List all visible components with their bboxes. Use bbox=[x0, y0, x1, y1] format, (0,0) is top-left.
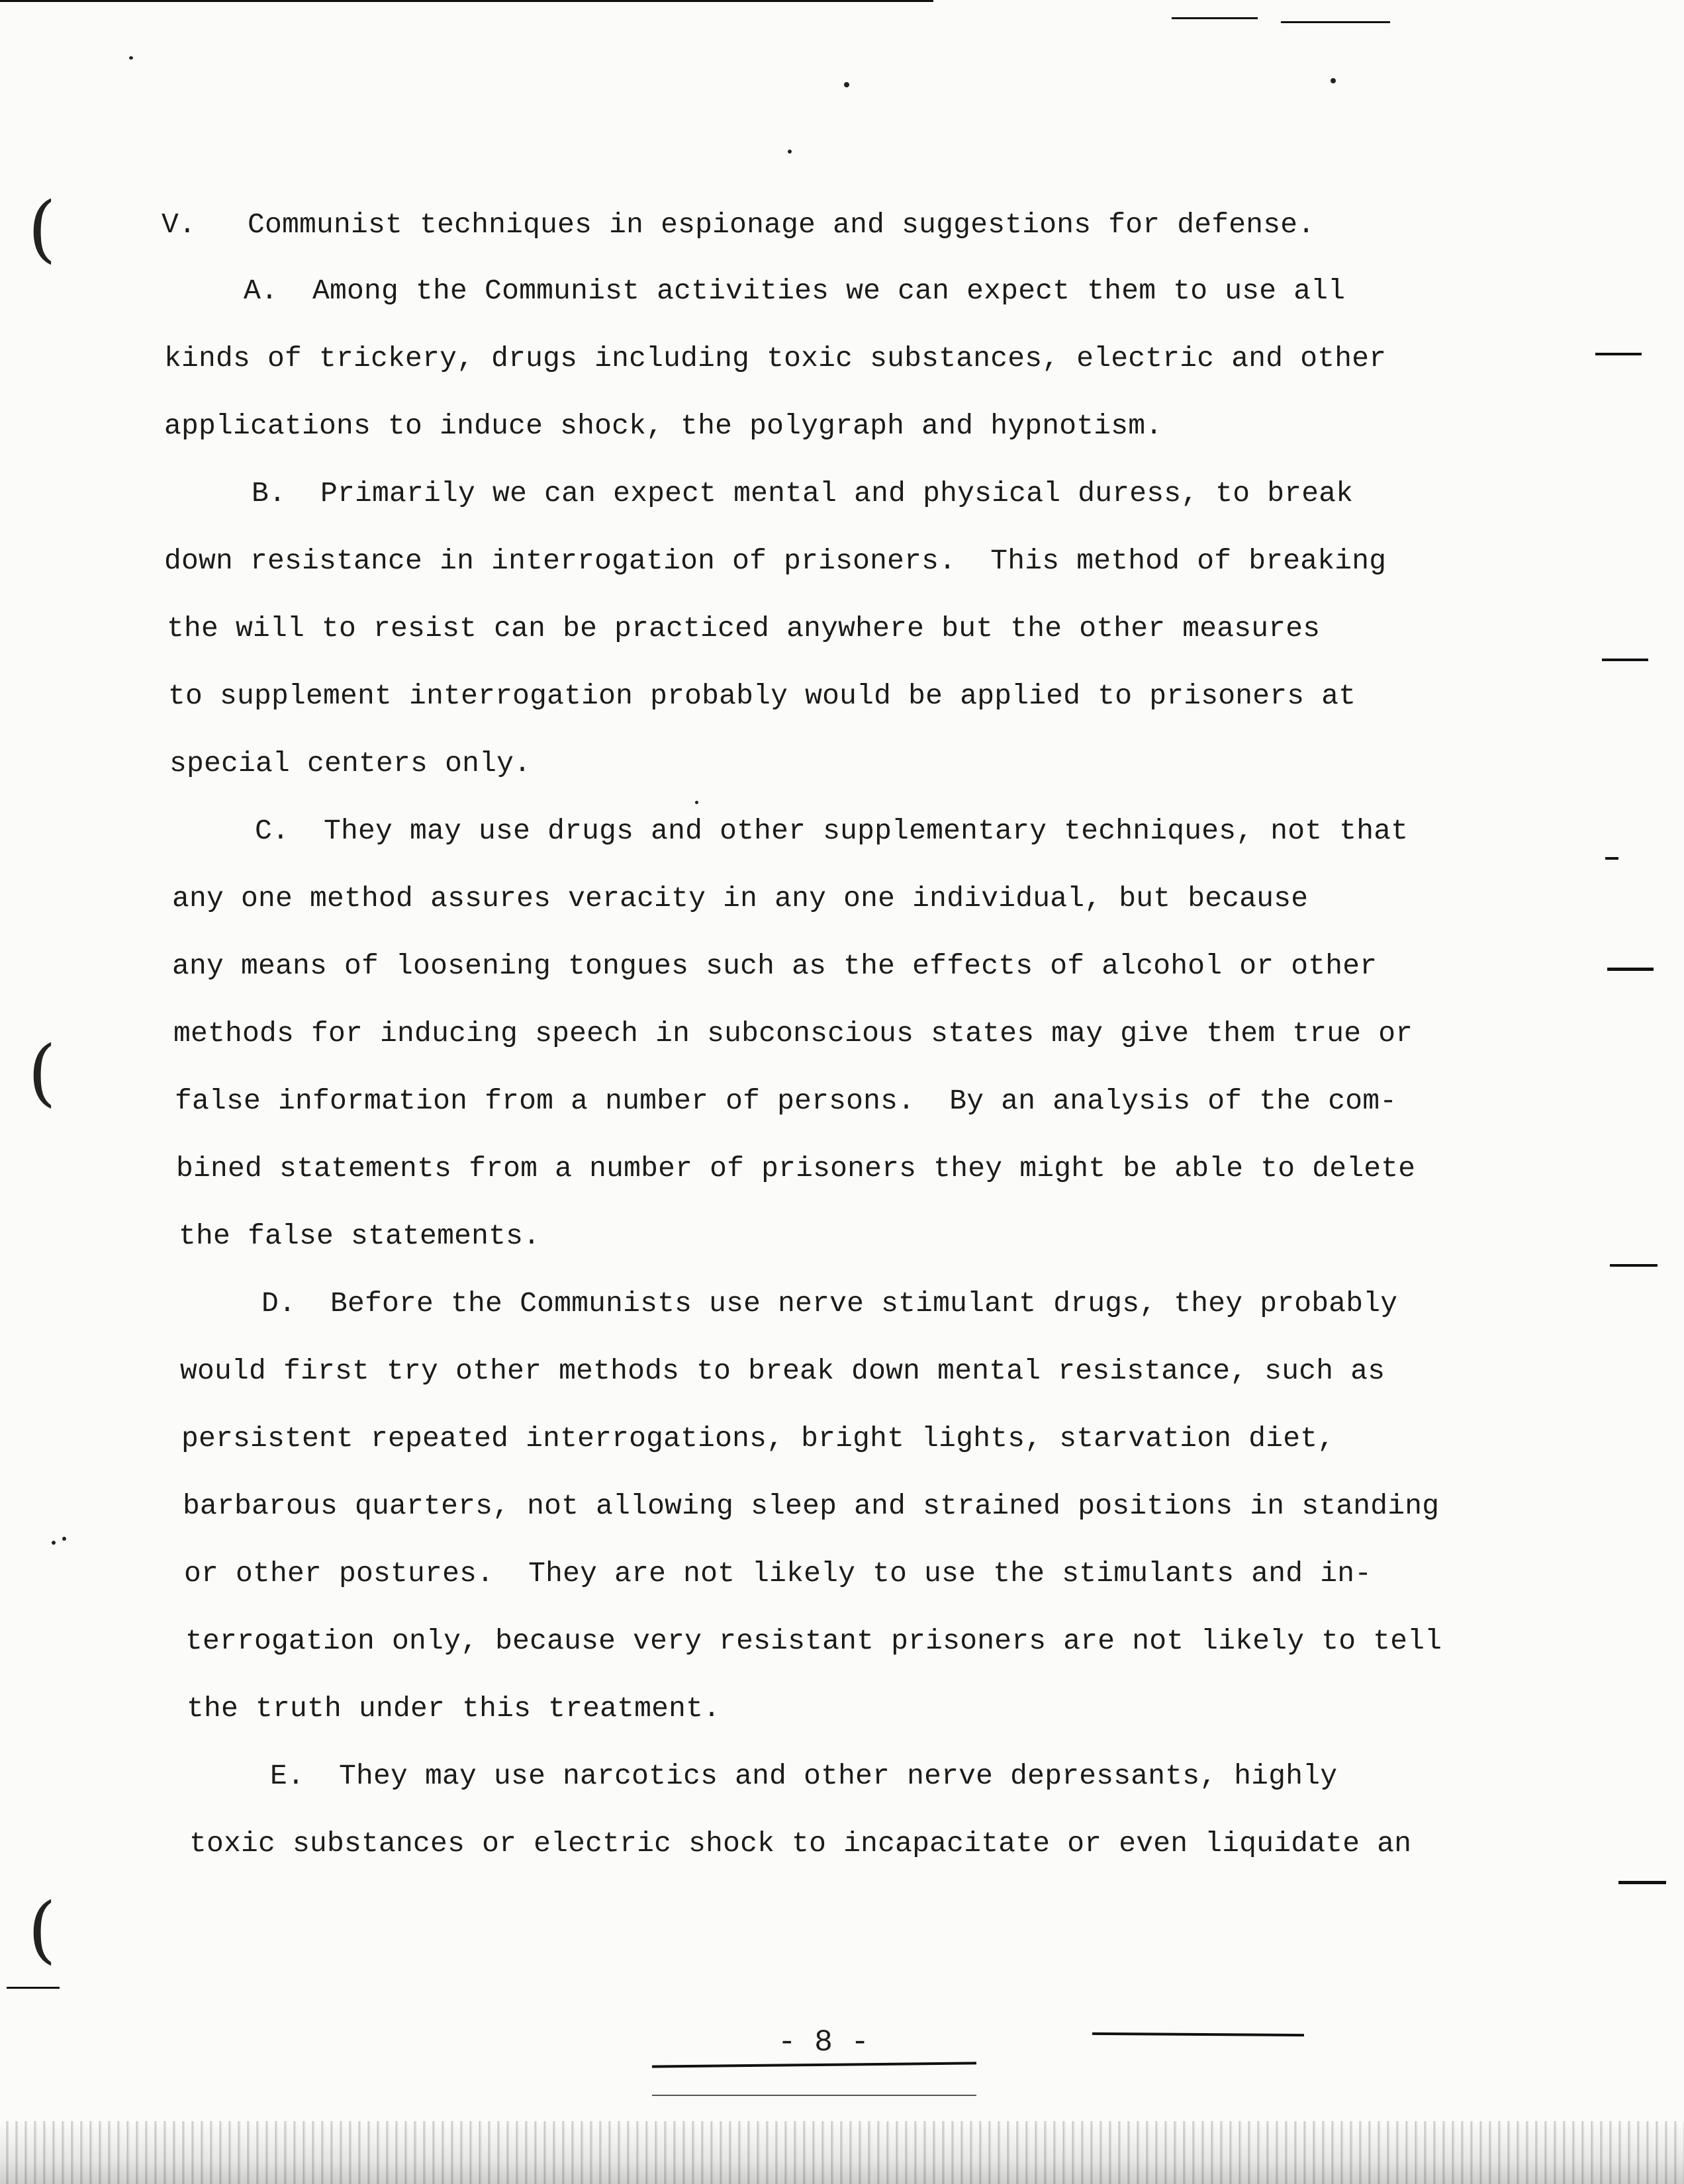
paragraph-e-line: toxic substances or electric shock to incapacitate or even liquidate an bbox=[189, 1827, 1412, 1860]
paragraph-c-line: methods for inducing speech in subconscious states may give them true or bbox=[173, 1017, 1413, 1050]
paragraph-d-line: barbarous quarters, not allowing sleep and strained positions in standing bbox=[183, 1490, 1440, 1522]
speck bbox=[1331, 78, 1336, 83]
paragraph-c-line: any means of loosening tongues such as the effects of alcohol or other bbox=[172, 950, 1378, 982]
paragraph-b-line: down resistance in interrogation of prisoners. This method of breaking bbox=[164, 545, 1387, 577]
paragraph-d-line: the truth under this treatment. bbox=[187, 1692, 721, 1725]
scan-noise-band bbox=[0, 2121, 1684, 2184]
top-edge-rule bbox=[0, 0, 933, 2]
paragraph-d-line: terrogation only, because very resistant prisoners are not likely to tell bbox=[185, 1625, 1442, 1657]
paragraph-a-line: A. Among the Communist activities we can expect them to use all bbox=[244, 275, 1346, 307]
speck bbox=[788, 150, 792, 154]
margin-mark bbox=[1595, 353, 1642, 355]
paragraph-c-line: any one method assures veracity in any one individual, but because bbox=[172, 882, 1309, 915]
binder-hole-bottom: ( bbox=[28, 1887, 56, 1972]
binder-hole-middle: ( bbox=[28, 1030, 56, 1115]
margin-mark bbox=[1610, 1264, 1658, 1267]
page-number: - 8 - bbox=[778, 2025, 870, 2060]
paragraph-a-line: applications to induce shock, the polygraph and hypnotism. bbox=[164, 410, 1163, 442]
margin-mark bbox=[1618, 1881, 1666, 1884]
paragraph-d-line: or other postures. They are not likely to use the stimulants and in- bbox=[184, 1557, 1372, 1590]
binder-hole-top: ( bbox=[28, 186, 56, 271]
paragraph-b-line: special centers only. bbox=[169, 747, 532, 780]
paragraph-c-line: the false statements. bbox=[179, 1220, 541, 1252]
speck bbox=[52, 1541, 56, 1545]
top-right-mark bbox=[1172, 17, 1258, 19]
paragraph-b-line: B. Primarily we can expect mental and physical duress, to break bbox=[252, 477, 1354, 510]
paragraph-d-line: would first try other methods to break down mental resistance, such as bbox=[180, 1355, 1385, 1387]
speck bbox=[695, 801, 698, 804]
margin-mark bbox=[7, 1987, 60, 1989]
paragraph-c-line: bined statements from a number of prisoners they might be able to delete bbox=[176, 1152, 1416, 1185]
page-number-underline bbox=[652, 2062, 976, 2068]
paragraph-d-line: D. Before the Communists use nerve stimulant drugs, they probably bbox=[261, 1287, 1398, 1320]
margin-mark bbox=[1607, 968, 1654, 971]
paragraph-c-line: false information from a number of persons. By an analysis of the com- bbox=[175, 1085, 1397, 1117]
speck bbox=[844, 82, 849, 87]
section-heading: V. Communist techniques in espionage and suggestions for defense. bbox=[162, 208, 1315, 241]
paragraph-c-line: C. They may use drugs and other supplementary techniques, not that bbox=[255, 815, 1409, 847]
paragraph-d-line: persistent repeated interrogations, bright lights, starvation diet, bbox=[181, 1422, 1335, 1455]
footer-mark bbox=[1092, 2032, 1304, 2036]
speck bbox=[129, 56, 133, 60]
speck bbox=[62, 1537, 66, 1541]
paragraph-a-line: kinds of trickery, drugs including toxic substances, electric and other bbox=[164, 342, 1387, 375]
top-right-mark-2 bbox=[1281, 21, 1390, 23]
paragraph-b-line: to supplement interrogation probably would be applied to prisoners at bbox=[168, 680, 1356, 712]
paragraph-b-line: the will to resist can be practiced anywhere but the other measures bbox=[167, 612, 1321, 645]
margin-mark bbox=[1602, 659, 1648, 661]
footer-dashes bbox=[652, 2095, 976, 2096]
paragraph-e-line: E. They may use narcotics and other nerve depressants, highly bbox=[270, 1760, 1338, 1792]
margin-mark bbox=[1605, 857, 1618, 860]
